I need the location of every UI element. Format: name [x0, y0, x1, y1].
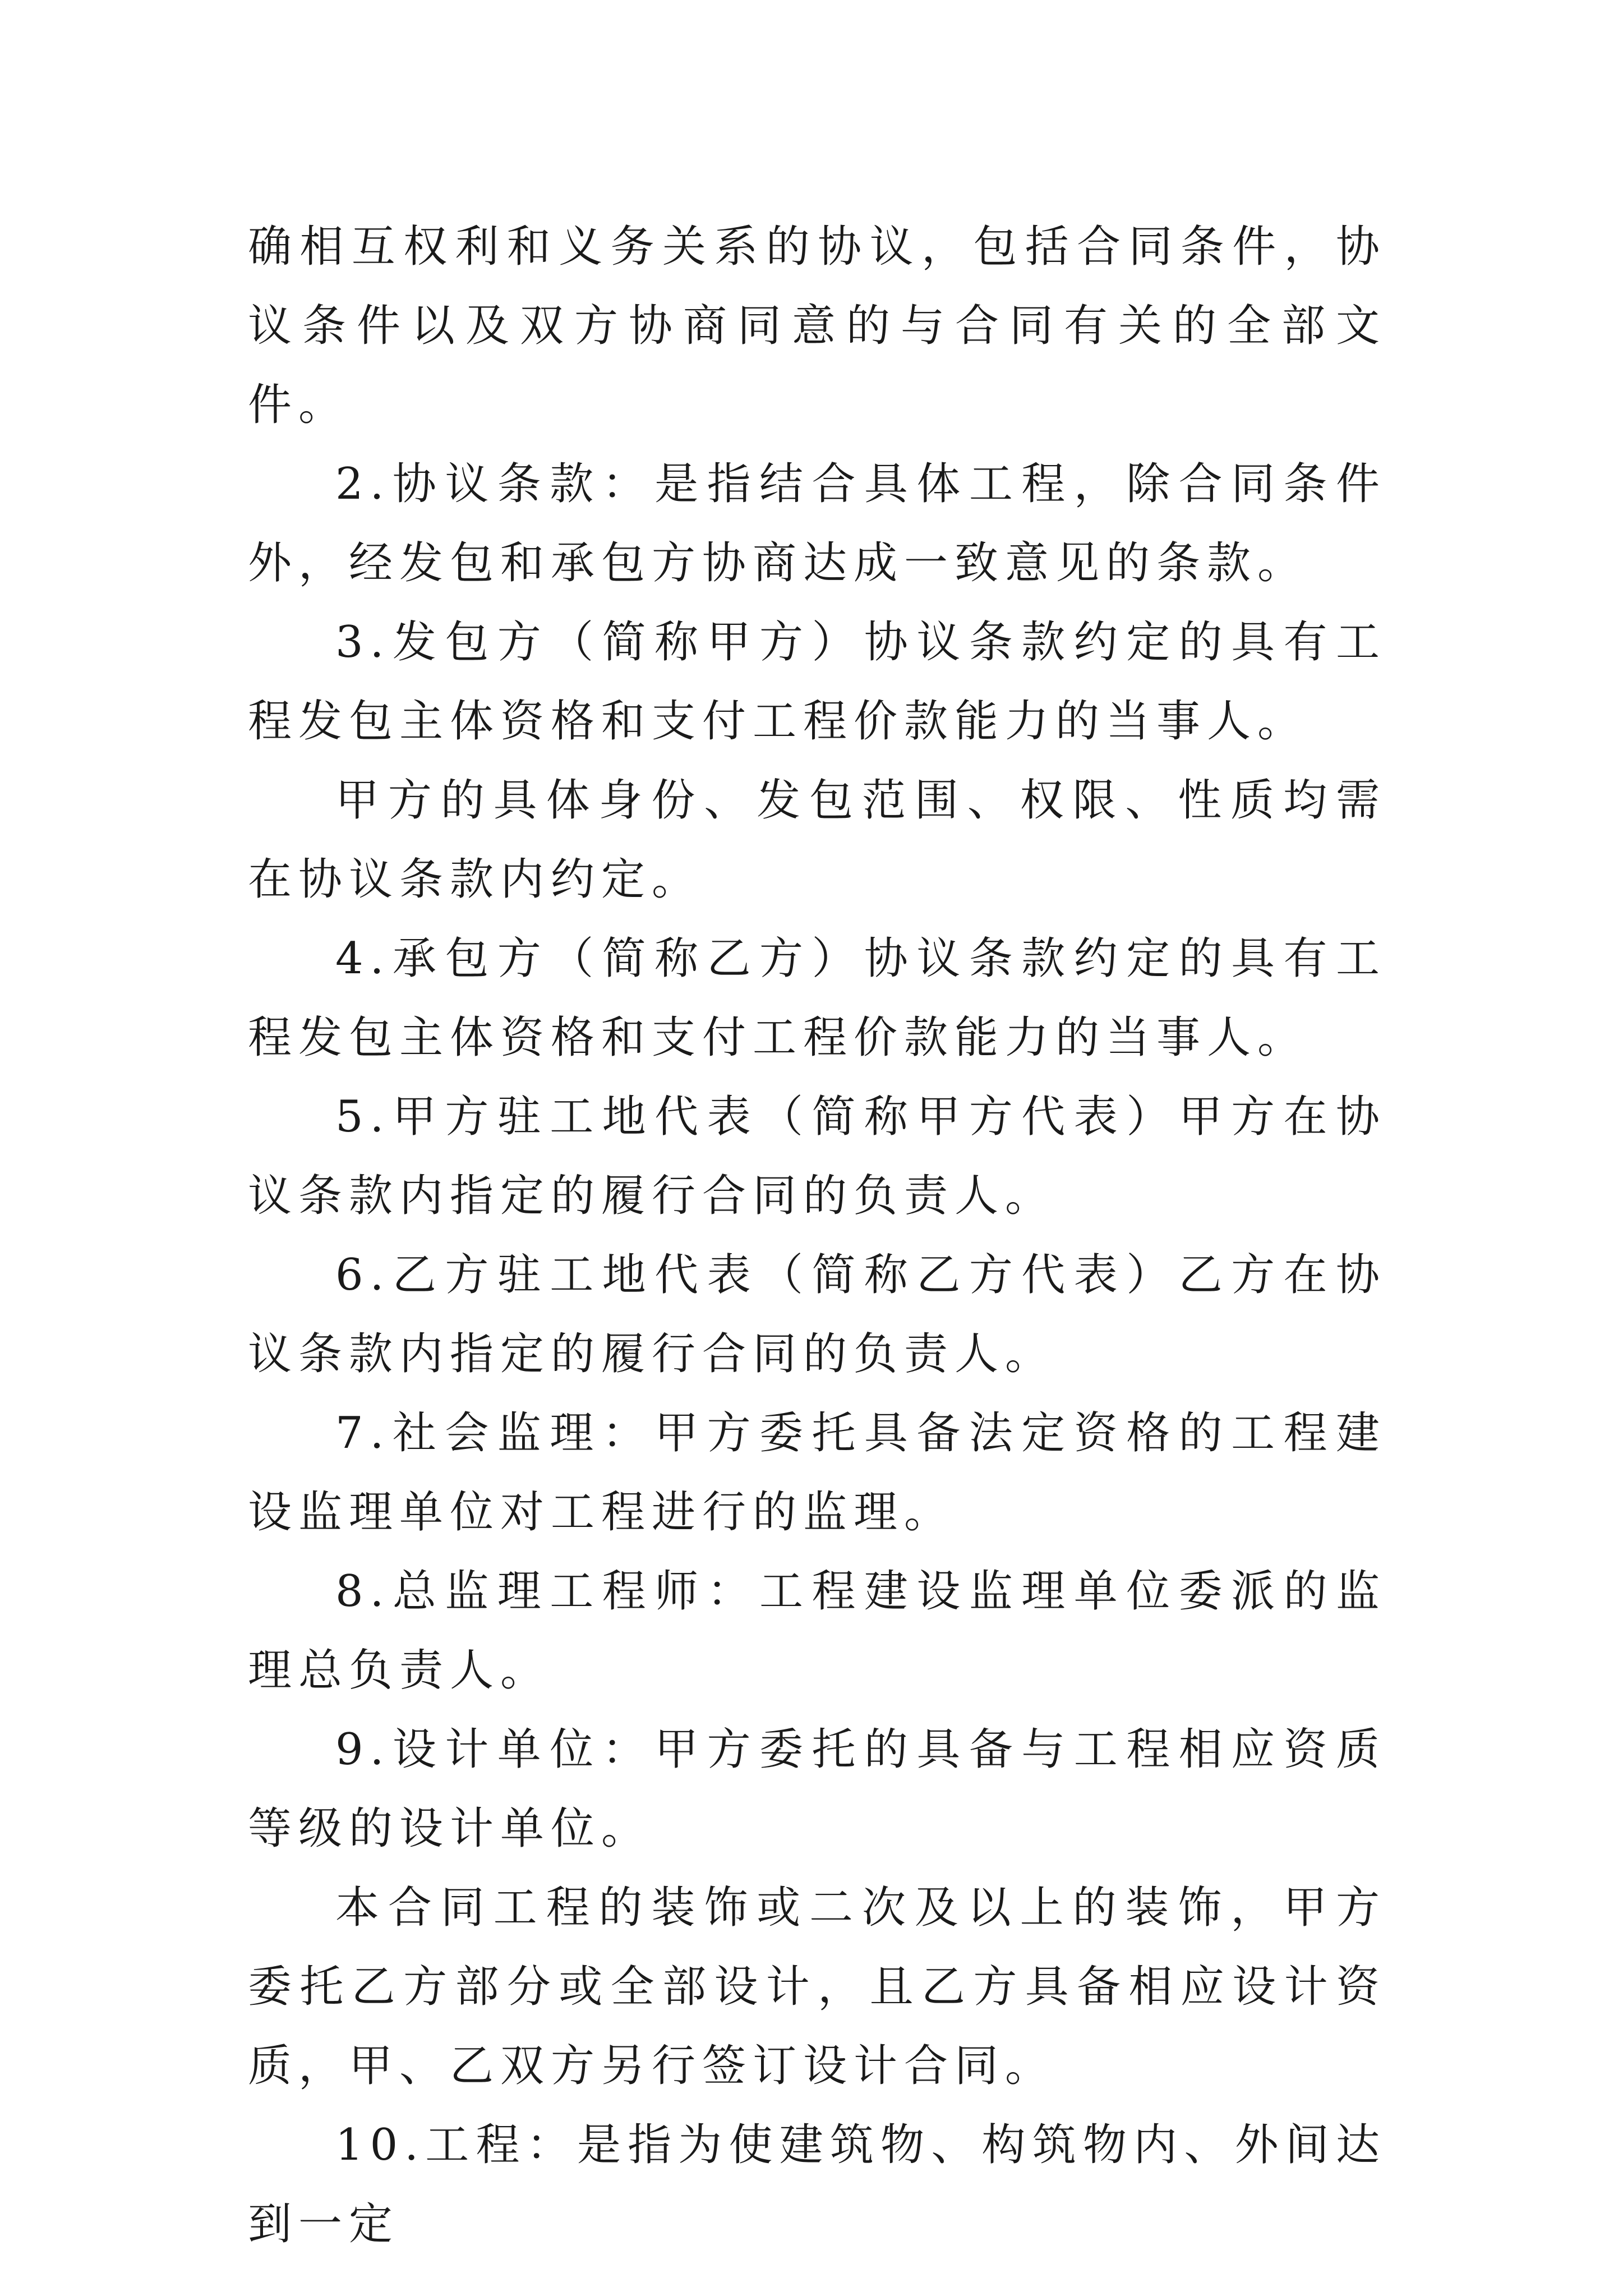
paragraph-clause-4: 4.承包方（简称乙方）协议条款约定的具有工程发包主体资格和支付工程价款能力的当事人。 — [248, 933, 1386, 1063]
paragraph-continuation: 确相互权利和义务关系的协议，包括合同条件，协议条件以及双方协商同意的与合同有关的全部文件。 — [248, 222, 1386, 430]
paragraph-clause-3-note: 甲方的具体身份、发包范围、权限、性质均需在协议条款内约定。 — [248, 775, 1386, 905]
paragraph-clause-5: 5.甲方驻工地代表（简称甲方代表）甲方在协议条款内指定的履行合同的负责人。 — [248, 1092, 1386, 1221]
paragraph-clause-8: 8.总监理工程师：工程建设监理单位委派的监理总负责人。 — [248, 1566, 1386, 1696]
paragraph-clause-3: 3.发包方（简称甲方）协议条款约定的具有工程发包主体资格和支付工程价款能力的当事人。 — [248, 617, 1386, 747]
paragraph-clause-10: 10.工程：是指为使建筑物、构筑物内、外间达到一定 — [248, 2120, 1386, 2249]
paragraph-clause-7: 7.社会监理：甲方委托具备法定资格的工程建设监理单位对工程进行的监理。 — [248, 1408, 1386, 1538]
document-body — [248, 208, 1386, 2264]
paragraph-clause-6: 6.乙方驻工地代表（简称乙方代表）乙方在协议条款内指定的履行合同的负责人。 — [248, 1250, 1386, 1379]
paragraph-clause-9: 9.设计单位：甲方委托的具备与工程相应资质等级的设计单位。 — [248, 1724, 1386, 1854]
paragraph-clause-9-note: 本合同工程的装饰或二次及以上的装饰，甲方委托乙方部分或全部设计，且乙方具备相应设计资质，甲、乙双方另行签订设计合同。 — [248, 1883, 1386, 2091]
paragraph-clause-2: 2.协议条款：是指结合具体工程，除合同条件外，经发包和承包方协商达成一致意见的条款。 — [248, 459, 1386, 588]
